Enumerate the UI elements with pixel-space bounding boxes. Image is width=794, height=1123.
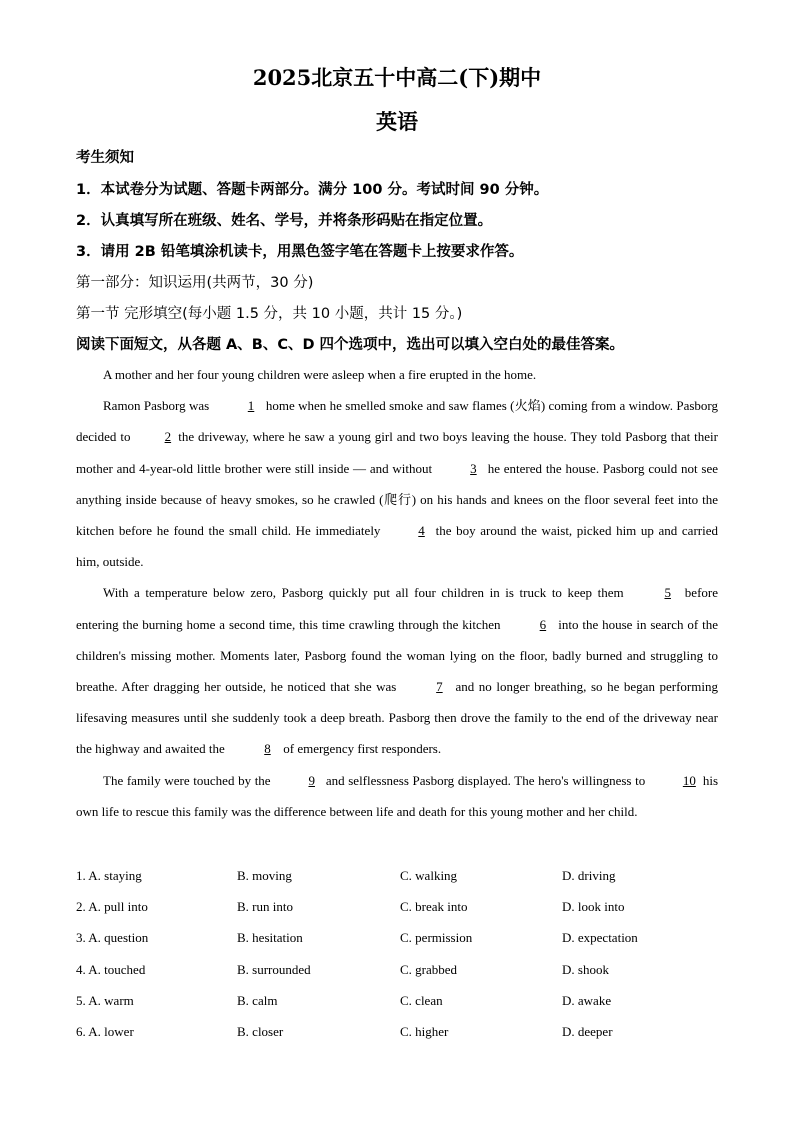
blank-7: 7	[436, 679, 443, 695]
option-b: B. surrounded	[237, 961, 311, 977]
blank-3: 3	[470, 460, 477, 476]
cloze-passage	[76, 359, 718, 827]
option-d: D. deeper	[562, 1023, 613, 1039]
option-d: D. awake	[562, 992, 612, 1008]
paragraph-1: A mother and her four young children were asleep when a fire erupted in the home.	[103, 367, 537, 382]
subject-title: 英语	[376, 109, 418, 134]
option-a: 4. A. touched	[76, 961, 146, 977]
option-a: 1. A. staying	[76, 868, 142, 883]
option-d: D. expectation	[562, 930, 638, 946]
blank-4: 4	[418, 523, 425, 539]
option-row	[76, 954, 718, 985]
options-list	[76, 860, 718, 1047]
option-b: B. hesitation	[237, 930, 303, 946]
blank-5: 5	[664, 585, 671, 601]
blank-6: 6	[539, 616, 547, 632]
instruction: 阅读下面短文，从各题 A、B、C、D 四个选项中，选出可以填入空白处的最佳答案。	[76, 337, 625, 353]
notice-heading: 考生须知	[76, 150, 134, 166]
blank-2: 2	[164, 429, 172, 445]
option-a: 2. A. pull into	[76, 899, 148, 915]
option-b: B. run into	[237, 899, 293, 915]
option-row	[76, 891, 718, 922]
option-a: 5. A. warm	[76, 992, 134, 1008]
paragraph-3: With a temperature below zero, Pasborg quickly put all four children in is truck to keep them 5 before entering the burning home a second time, this time crawling through the kitchen 6 into the house in search of the children's missing mother. Moments later, Pasborg found the woman lying on the floor, badly burned and struggling to breathe. After dragging her outside, he noticed that she was 7 and no longer breathing, so he began performing lifesaving measures until she suddenly took a deep breath. Pasborg then drove the family to the end of the driveway near the highway and awaited the 8 of emergency first responders.	[76, 577, 718, 764]
paragraph-4: The family were touched by the 9 and selflessness Pasborg displayed. The hero's willingness to 10 his own life to rescue this family was the difference between life and death for this young mother and her child.	[76, 765, 718, 827]
option-row	[76, 985, 718, 1016]
option-a: 6. A. lower	[76, 1023, 134, 1039]
option-b: B. moving	[237, 868, 292, 883]
paragraph-2: Ramon Pasborg was 1 home when he smelled smoke and saw flames (火焰) coming from a window. Pasborg decided to 2 the driveway, where he saw a young girl and two boys leaving the house. They told Pasborg that their mother and 4-year-old little brother were still inside — and without 3 he entered the house. Pasborg could not see anything inside because of heavy smokes, so he crawled (爬行) on his hands and knees on the floor several feet into the kitchen before he found the small child. He immediately 4 the boy around the waist, picked him up and carried him, outside.	[76, 390, 718, 577]
option-row	[76, 860, 718, 891]
notice-item-1: 1．本试卷分为试题、答题卡两部分。满分 100 分。考试时间 90 分钟。	[76, 182, 549, 198]
blank-1: 1	[247, 398, 255, 414]
blank-8: 8	[264, 741, 271, 757]
notice-item-3: 3．请用 2B 铅笔填涂机读卡，用黑色签字笔在答题卡上按要求作答。	[76, 244, 524, 260]
option-b: B. closer	[237, 1023, 284, 1039]
option-row	[76, 922, 718, 953]
option-b: B. calm	[237, 992, 278, 1008]
blank-9: 9	[308, 772, 315, 788]
section1-heading: 第一节 完形填空(每小题 1.5 分，共 10 小题，共计 15 分。)	[76, 306, 463, 322]
option-d: D. shook	[562, 961, 609, 977]
option-c: C. grabbed	[400, 961, 458, 977]
part1-heading: 第一部分：知识运用(共两节，30 分)	[76, 275, 314, 291]
option-c: C. walking	[400, 868, 458, 883]
option-c: C. clean	[400, 992, 443, 1008]
notice-item-2: 2．认真填写所在班级、姓名、学号，并将条形码贴在指定位置。	[76, 213, 493, 229]
option-row	[76, 1016, 718, 1047]
blank-10: 10	[682, 772, 696, 788]
option-c: C. permission	[400, 930, 473, 946]
exam-title: 2025北京五十中高二(下)期中	[252, 65, 542, 90]
option-d: D. look into	[562, 899, 625, 915]
option-c: C. higher	[400, 1023, 449, 1039]
option-a: 3. A. question	[76, 930, 149, 946]
option-d: D. driving	[562, 868, 616, 883]
option-c: C. break into	[400, 899, 468, 915]
